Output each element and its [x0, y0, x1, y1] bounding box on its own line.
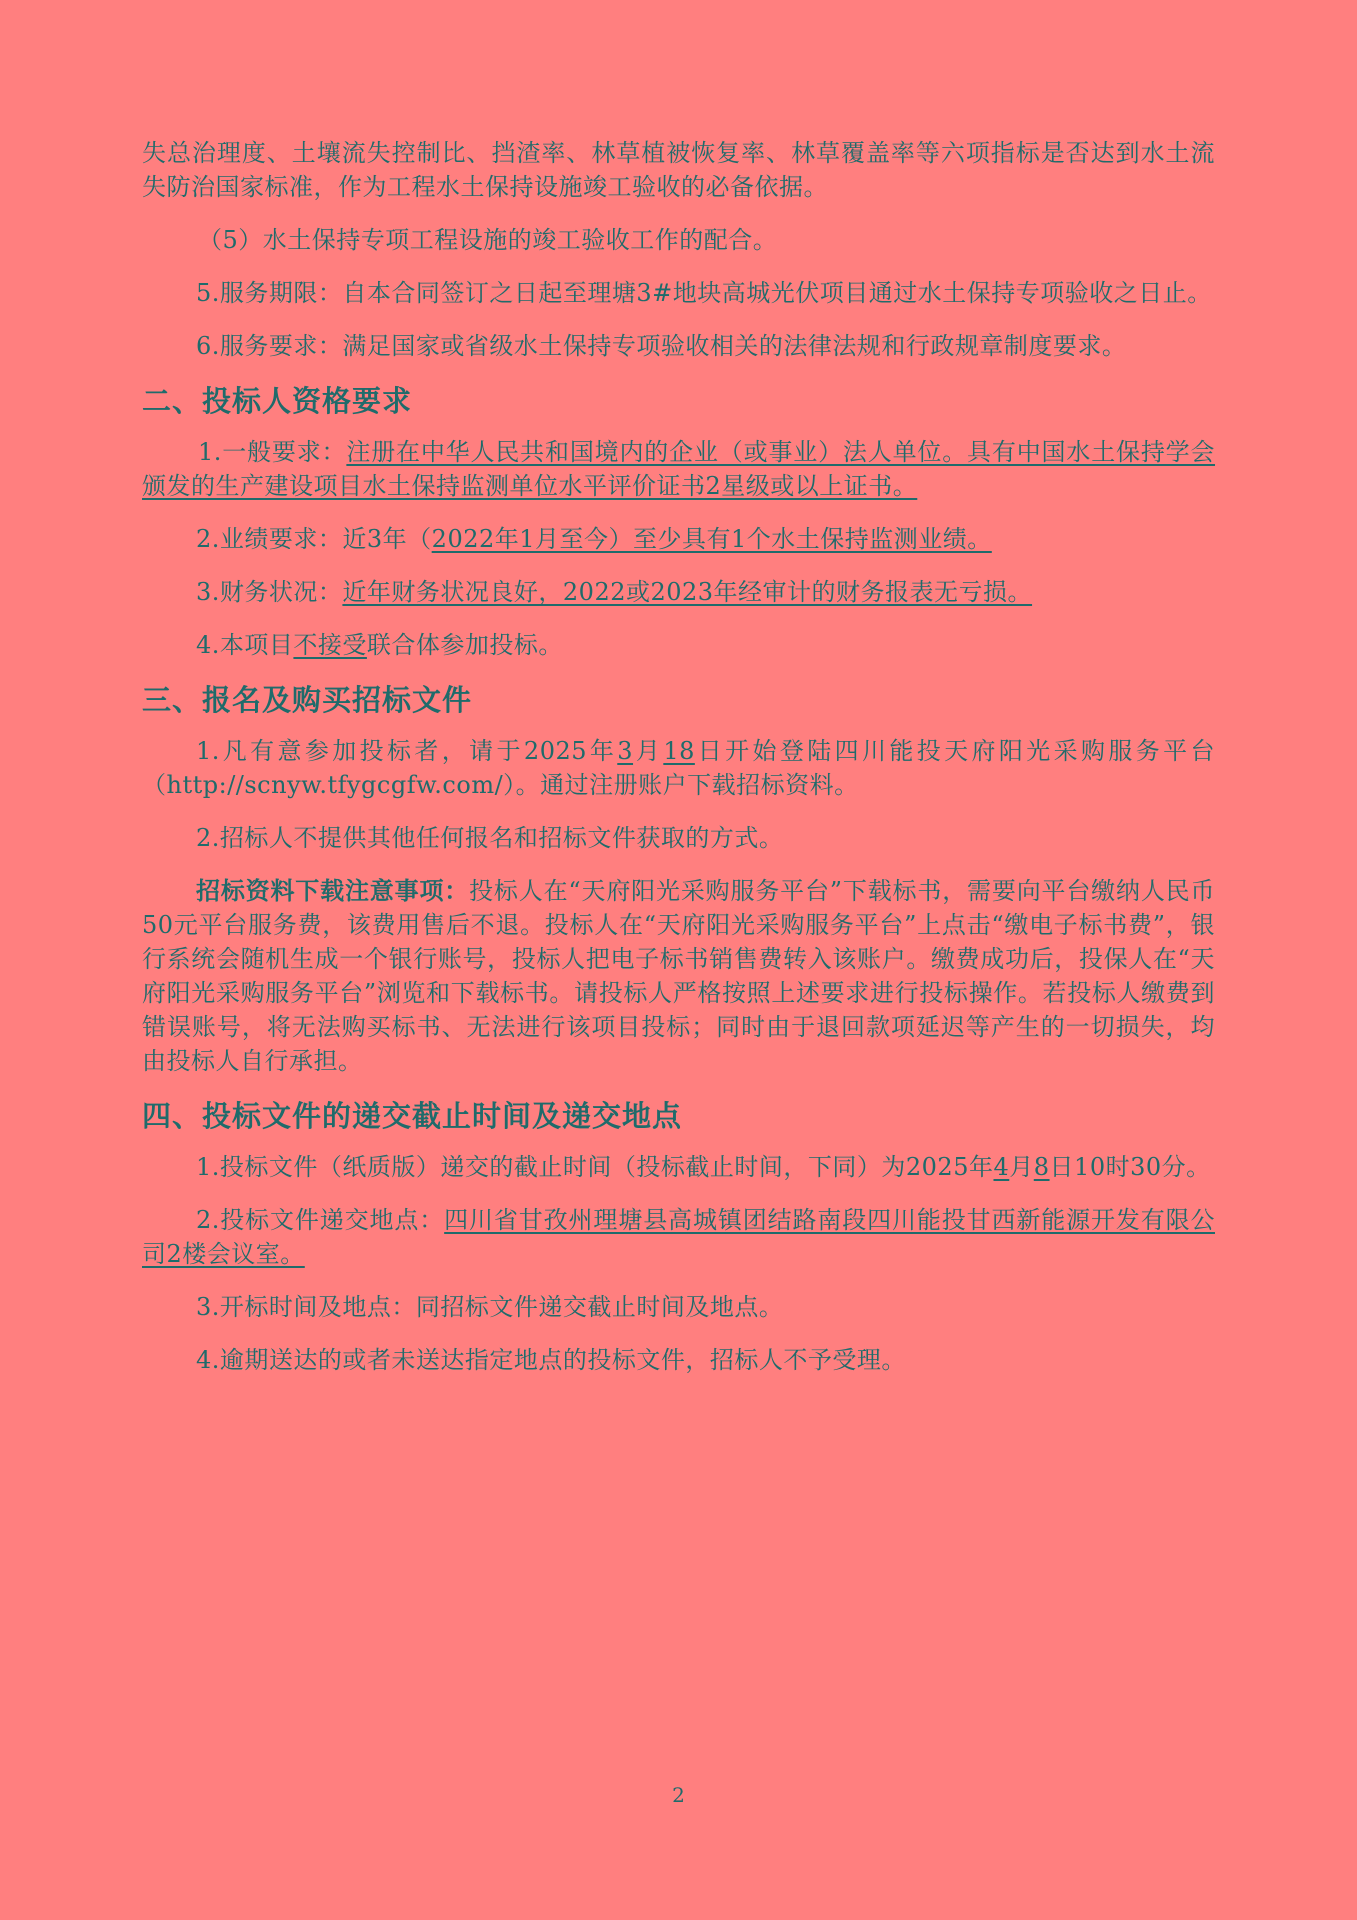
- paragraph-no-other-channel: 2.招标人不提供其他任何报名和招标文件获取的方式。: [196, 824, 784, 852]
- paragraph-submission-place: [142, 1203, 1215, 1271]
- general-requirement-label: 1.一般要求：: [198, 438, 347, 466]
- financial-text: 近年财务状况良好，2022或2023年经审计的财务报表无亏损。: [342, 578, 1033, 606]
- consortium-not-accepted: 不接受: [293, 631, 367, 659]
- paragraph-service-requirement: 6.服务要求：满足国家或省级水土保持专项验收相关的法律法规和行政规章制度要求。: [196, 332, 1127, 360]
- download-notes-label: 招标资料下载注意事项：: [196, 877, 470, 905]
- paragraph-late-submission: 4.逾期送达的或者未送达指定地点的投标文件，招标人不予受理。: [196, 1346, 906, 1374]
- paragraph-general-requirement: [142, 435, 1215, 503]
- paragraph-indicators: 失总治理度、土壤流失控制比、挡渣率、林草植被恢复率、林草覆盖率等六项指标是否达到水土流失防治国家标准，作为工程水土保持设施竣工验收的必备依据。: [142, 139, 1215, 201]
- heading-bidder-qualification: 二、投标人资格要求: [142, 384, 413, 418]
- paragraph-consortium: [142, 628, 1215, 662]
- submission-place-label: 2.投标文件递交地点：: [196, 1206, 445, 1234]
- heading-submission-deadline: 四、投标文件的递交截止时间及递交地点: [142, 1099, 683, 1133]
- deadline-text-c: 日10时30分。: [1049, 1153, 1211, 1181]
- registration-text-c: 日开始登陆四川能投天府阳光采购服务平台（http://scnyw.tfygcgfw.com/）。通过注册账户下载招标资料。: [142, 737, 1216, 799]
- page-number: 2: [672, 1783, 685, 1807]
- deadline-day: 8: [1033, 1153, 1050, 1181]
- registration-month: 3: [617, 737, 634, 765]
- paragraph-financial-status: [142, 575, 1215, 609]
- consortium-prefix: 4.本项目: [196, 631, 294, 659]
- heading-registration: 三、报名及购买招标文件: [142, 683, 473, 717]
- paragraph-deadline: [142, 1150, 1215, 1184]
- performance-label: 2.业绩要求：近3年（: [196, 525, 432, 553]
- download-notes-text: 投标人在“天府阳光采购服务平台”下载标书，需要向平台缴纳人民币50元平台服务费，该费用售后不退。投标人在“天府阳光采购服务平台”上点击“缴电子标书费”，银行系统会随机生成一个银行账号，投标人把电子标书销售费转入该账户。缴费成功后，投保人在“天府阳光采购服务平台”浏览和下载标书。请投标人严格按照上述要求进行投标操作。若投标人缴费到错误账号，将无法购买标书、无法进行该项目投标；同时由于退回款项延迟等产生的一切损失，均由投标人自行承担。: [142, 877, 1215, 1075]
- paragraph-service-period: 5.服务期限：自本合同签订之日起至理塘3#地块高城光伏项目通过水土保持专项验收之日止。: [196, 279, 1212, 307]
- deadline-text-b: 月: [1009, 1153, 1034, 1181]
- deadline-text-a: 1.投标文件（纸质版）递交的截止时间（投标截止时间，下同）为2025年: [196, 1153, 994, 1181]
- registration-text-b: 月: [633, 737, 664, 765]
- financial-label: 3.财务状况：: [196, 578, 343, 606]
- registration-text-a: 1.凡有意参加投标者，请于2025年: [196, 737, 618, 765]
- paragraph-download-notes: [142, 874, 1215, 1078]
- deadline-month: 4: [993, 1153, 1010, 1181]
- submission-place-text: 四川省甘孜州理塘县高城镇团结路南段四川能投甘西新能源开发有限公司2楼会议室。: [142, 1206, 1215, 1268]
- paragraph-performance-requirement: [142, 522, 1215, 556]
- paragraph-registration-date: [142, 734, 1215, 802]
- general-requirement-text: 注册在中华人民共和国境内的企业（或事业）法人单位。具有中国水土保持学会颁发的生产建设项目水土保持监测单位水平评价证书2星级或以上证书。: [142, 438, 1216, 500]
- performance-text: 2022年1月至今）至少具有1个水土保持监测业绩。: [431, 525, 992, 553]
- paragraph-opening: 3.开标时间及地点：同招标文件递交截止时间及地点。: [196, 1293, 784, 1321]
- registration-day: 18: [663, 737, 695, 765]
- paragraph-item-5: （5）水土保持专项工程设施的竣工验收工作的配合。: [198, 226, 778, 254]
- consortium-suffix: 联合体参加投标。: [366, 631, 563, 659]
- page-content: [142, 136, 1215, 1396]
